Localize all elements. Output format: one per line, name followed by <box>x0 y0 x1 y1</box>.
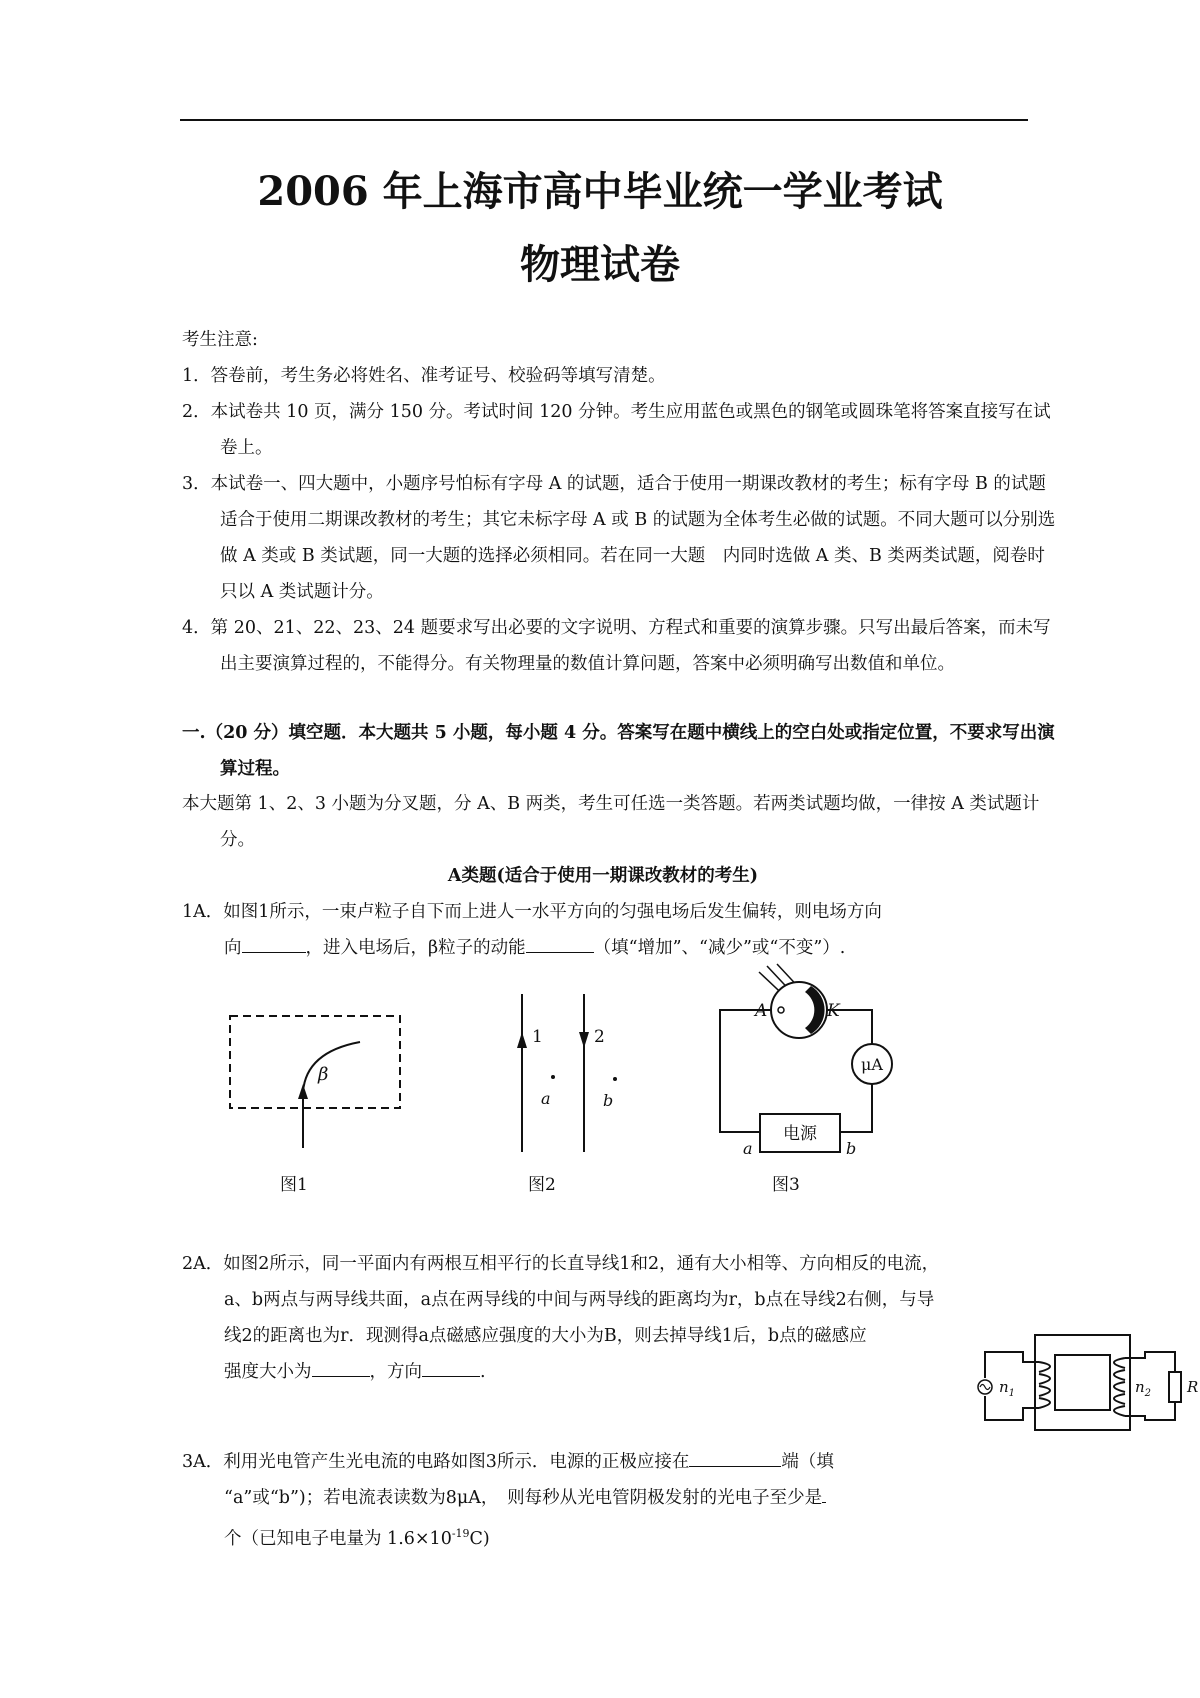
fig3-label: 图3 <box>772 1175 800 1195</box>
secondary-circuit-top <box>1125 1352 1175 1372</box>
fig2-wire-1-arrow-icon <box>517 1032 527 1048</box>
q3a-blank-1[interactable] <box>689 1448 781 1467</box>
notice-item-2: 2．本试卷共 10 页，满分 150 分。考试时间 120 分钟。考生应用蓝色或黑色的钢笔或圆珠笔将答案直接写在试卷上。 <box>182 402 1051 458</box>
q2a-text-line1: 2A．如图2所示，同一平面内有两根互相平行的长直导线1和2，通有大小相等、方向相反的电流， <box>182 1254 940 1274</box>
figure-transformer <box>975 1330 1197 1440</box>
q2a-blank-1[interactable] <box>312 1358 370 1377</box>
q3a-text-line3 <box>182 1516 944 1557</box>
fig4-n1-label: $n_1$ <box>999 1378 1016 1399</box>
q2a-text-line3: 线2的距离也为r．现测得a点磁感应强度的大小为B，则去掉导线1后，b点的磁感应 <box>224 1326 867 1346</box>
primary-coil <box>1039 1362 1050 1408</box>
q2a-part3: . <box>480 1362 486 1382</box>
exam-subtitle: 物理试卷 <box>520 241 680 288</box>
q1a-text-line2 <box>182 930 1024 966</box>
figure-2 <box>510 992 630 1162</box>
fig4-n2-label: $n_2$ <box>1135 1378 1152 1399</box>
fig2-wire-1-label: 1 <box>532 1027 543 1047</box>
primary-circuit-top <box>985 1352 1039 1378</box>
section1-note: 本大题第 1、2、3 小题为分叉题，分 A、B 两类，考生可任选一类答题。若两类试题均做，一律按 A 类试题计分。 <box>182 794 1040 850</box>
q1a-text-line1: 1A．如图1所示，一束卢粒子自下而上进人一水平方向的匀强电场后发生偏转，则电场方向 <box>182 902 882 922</box>
q3a-line3-b: C) <box>469 1528 490 1549</box>
figure-1 <box>220 1000 420 1160</box>
q3a-line3-a: 个（已知电子电量为 1.6×10 <box>224 1528 452 1549</box>
q2a-text-line4 <box>182 1354 944 1390</box>
fig1-arrow-icon <box>298 1084 308 1099</box>
q2a-text-line2: a、b两点与两导线共面，a点在两导线的中间与两导线的距离均为r，b点在导线2右侧，与导 <box>224 1290 935 1310</box>
q1a-blank-1[interactable] <box>242 934 306 953</box>
fig3-K-label: K <box>827 1001 840 1021</box>
q2a-blank-2[interactable] <box>422 1358 480 1377</box>
q2a-part1: 强度大小为 <box>224 1362 312 1382</box>
q1a-part3: （填“增加”、“减少”或“不变”）. <box>593 938 846 958</box>
fig1-label: 图1 <box>280 1175 308 1195</box>
primary-circuit-bottom <box>985 1396 1039 1420</box>
fig3-anode <box>778 1007 784 1013</box>
fig2-wire-2-label: 2 <box>594 1027 605 1047</box>
exam-title: 2006 年上海市高中毕业统一学业考试 <box>257 168 943 215</box>
fig2-a-label: a <box>541 1089 551 1108</box>
secondary-circuit-bottom <box>1125 1402 1175 1420</box>
fig2-b-label: b <box>603 1091 614 1110</box>
q3a-text-line2 <box>182 1480 944 1516</box>
q3a-text-line1 <box>182 1444 932 1480</box>
q3a-line1-b: 端（填 <box>781 1452 834 1472</box>
notice-item-4: 4．第 20、21、22、23、24 题要求写出必要的文字说明、方程式和重要的演算步骤。只写出最后答案，而未写出主要演算过程的，不能得分。有关物理量的数值计算问题，答案中必须明确写出数值和单位。 <box>182 618 1051 674</box>
fig1-beta-path <box>303 1042 360 1148</box>
section1-heading: 一.（20 分）填空题．本大题共 5 小题，每小题 4 分。答案写在题中横线上的空白处或指定位置，不要求写出演算过程。 <box>182 723 1055 779</box>
transformer-core-outer <box>1035 1335 1130 1430</box>
fig3-b-label: b <box>846 1139 857 1158</box>
fig1-beta-label: β <box>318 1064 329 1085</box>
fig4-R-label: R <box>1187 1378 1199 1396</box>
figure-3 <box>715 962 905 1162</box>
fig2-wire-2-arrow-icon <box>579 1032 589 1048</box>
q3a-line3-sup: -19 <box>451 1527 470 1540</box>
notice-heading: 考生注意: <box>182 330 258 350</box>
fig2-label: 图2 <box>528 1175 556 1195</box>
q1a-part1: 向 <box>224 938 242 958</box>
q3a-line2: “a”或“b”)；若电流表读数为8μA， 则每秒从光电管阴极发射的光电子至少是 <box>224 1488 823 1508</box>
secondary-coil <box>1114 1358 1125 1416</box>
fig3-a-label: a <box>743 1139 753 1158</box>
q3a-line1-a: 3A．利用光电管产生光电流的电路如图3所示．电源的正极应接在 <box>182 1452 690 1472</box>
notice-item-3: 3．本试卷一、四大题中，小题序号怕标有字母 A 的试题，适合于使用一期课改教材的考生；标有字母 B 的试题适合于使用二期课改教材的考生；其它未标字母 A 或 B 的试题为全体考生必做的试题。不同大题可以分别选做 A 类或 B 类试题，同一大题的选择必须相同。若在同一大题 内同时选做 A 类、B 类两类试题，阅卷时只以 A 类试题计分。 <box>182 474 1056 602</box>
resistor-R <box>1169 1372 1181 1402</box>
fig3-source-label: 电源 <box>783 1124 817 1144</box>
fig2-point-b <box>613 1077 617 1081</box>
q3a-blank-2[interactable] <box>822 1484 826 1503</box>
fig3-meter-label: μA <box>861 1055 883 1074</box>
q1a-part2: ，进入电场后，β粒子的动能 <box>305 938 526 958</box>
fig3-wire-right-lower <box>840 1084 872 1132</box>
top-rule <box>180 119 1028 121</box>
transformer-core-inner <box>1055 1355 1110 1410</box>
notice-item-1: 1．答卷前，考生务必将姓名、准考证号、校验码等填写清楚。 <box>182 366 666 386</box>
section1-subheading: A类题(适合于使用一期课改教材的考生) <box>447 866 759 886</box>
fig3-A-label: A <box>755 1001 768 1021</box>
fig2-point-a <box>551 1075 555 1079</box>
q2a-part2: ，方向 <box>369 1362 422 1382</box>
q1a-blank-2[interactable] <box>526 934 594 953</box>
